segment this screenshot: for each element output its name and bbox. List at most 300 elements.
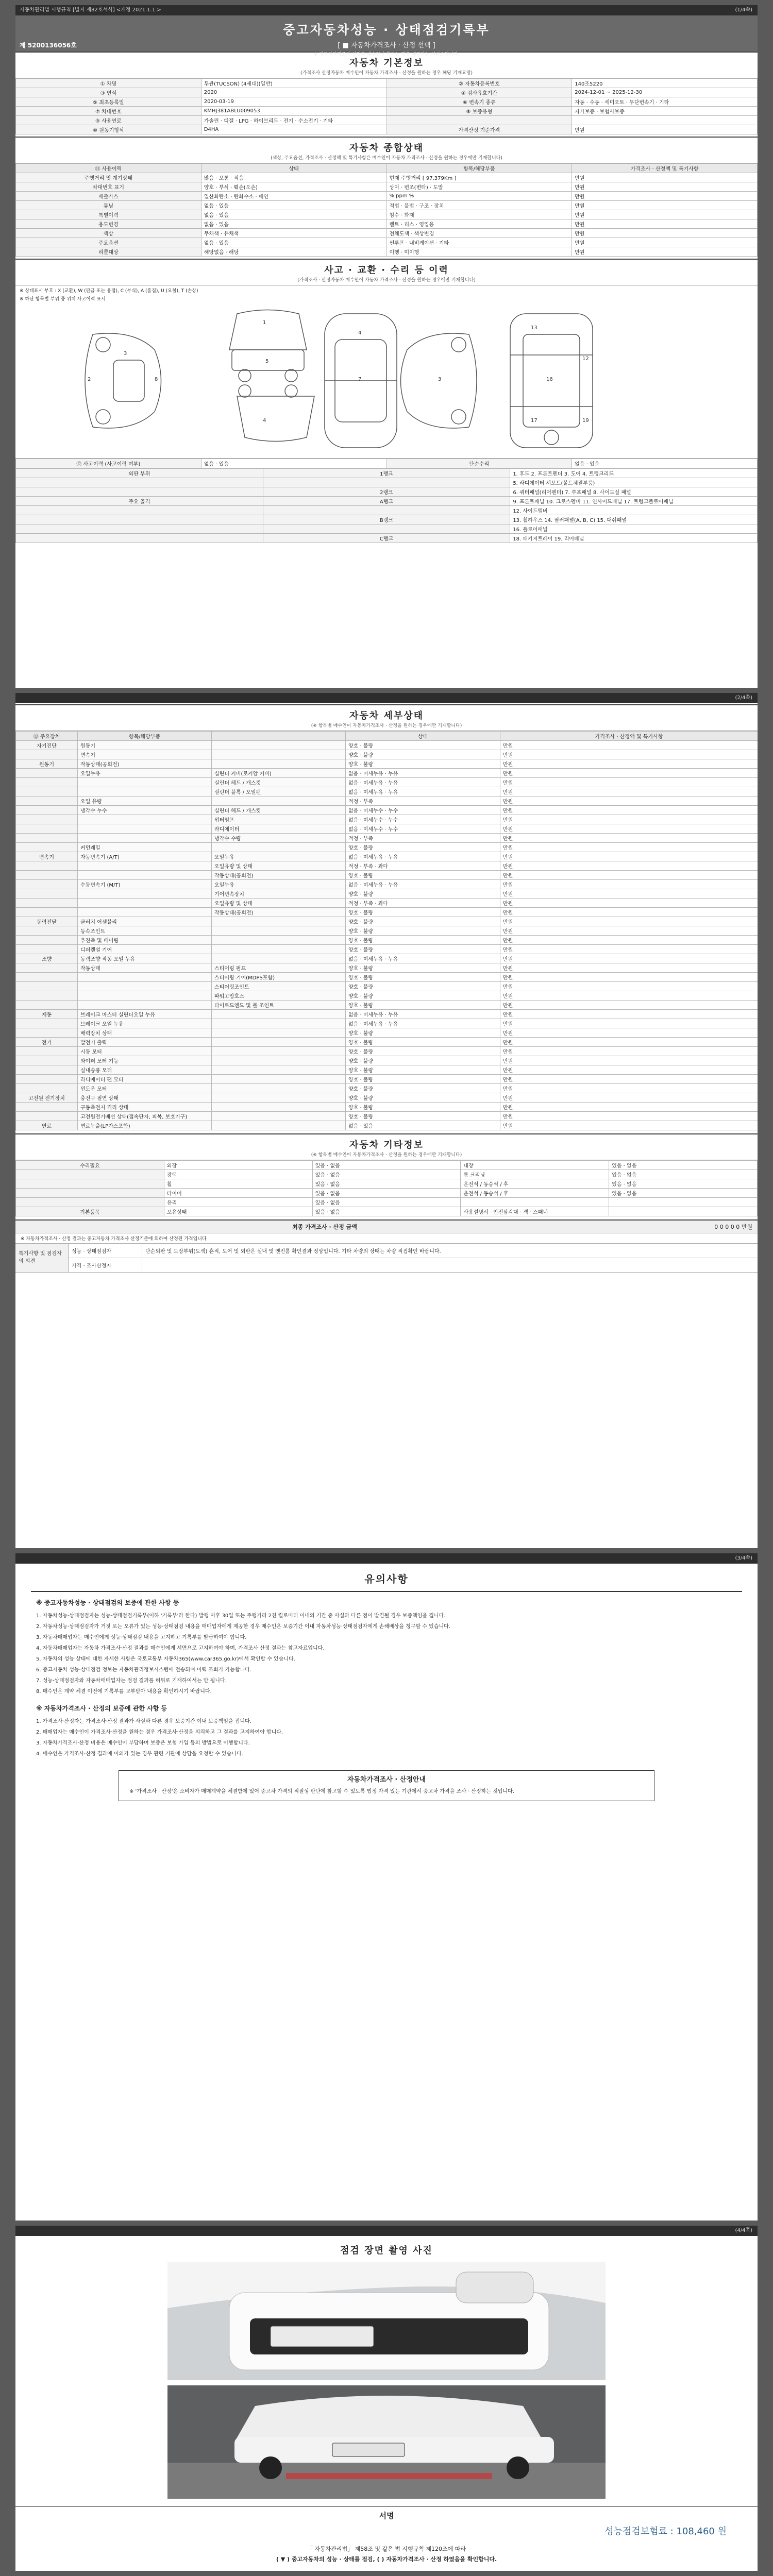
detail-item: 수동변속기 (M/T) [78, 880, 212, 889]
form-title: 중고자동차성능 · 상태점검기록부 [283, 23, 490, 37]
detail-part: 오일누유 [212, 880, 346, 889]
detail-status: 양호 · 불량 [346, 1028, 500, 1038]
detail-row [16, 769, 758, 778]
accident-part-row [16, 515, 758, 524]
detail-part [212, 796, 346, 806]
detail-system [16, 824, 78, 834]
detail-status: 양호 · 불량 [346, 1084, 500, 1093]
general-item-value: 썬루프 · 내비게이션 · 기타 [386, 238, 572, 247]
detail-section [15, 704, 758, 1130]
other-info-cell: 타이어 [164, 1189, 312, 1198]
detail-status: 적정 · 부족 [346, 796, 500, 806]
detail-row [16, 834, 758, 843]
detail-row [16, 1056, 758, 1065]
basic-info-label: ⑥ 변속기 종류 [386, 97, 572, 107]
accident-part-cell [16, 524, 263, 534]
detail-row [16, 861, 758, 871]
accident-part-cell [16, 534, 263, 543]
general-item-value: 만원 [572, 182, 758, 192]
detail-system [16, 815, 78, 824]
detail-row [16, 815, 758, 824]
basic-info-label: 가격산정 기준가격 [386, 125, 572, 134]
general-item-value: 없음 · 있음 [201, 201, 386, 210]
detail-item [78, 908, 212, 917]
detail-part: 작동상태(공회전) [212, 908, 346, 917]
detail-price: 만원 [500, 945, 758, 954]
detail-price: 만원 [500, 973, 758, 982]
detail-system [16, 1084, 78, 1093]
detail-part: 실린더 커버(로커암 커버) [212, 769, 346, 778]
other-info-cell: 유리 [164, 1198, 312, 1207]
detail-part [212, 936, 346, 945]
detail-part: 스티어링조인트 [212, 982, 346, 991]
detail-row [16, 1038, 758, 1047]
detail-price: 만원 [500, 834, 758, 843]
detail-row [16, 741, 758, 750]
other-info-cell: 있음 · 없음 [312, 1207, 461, 1216]
detail-status: 양호 · 불량 [346, 1038, 500, 1047]
form-law-ref: 자동차관리법 시행규칙 [별지 제82호서식] <개정 2021.1.1.> [20, 7, 161, 13]
accident-part-cell [263, 478, 510, 487]
general-row [16, 192, 758, 201]
detail-status: 없음 · 미세누수 · 누수 [346, 815, 500, 824]
detail-price: 만원 [500, 880, 758, 889]
general-item-value: 적법 · 불법 · 구조 · 장치 [386, 201, 572, 210]
detail-row [16, 1103, 758, 1112]
detail-item: 작동상태 [78, 963, 212, 973]
general-item-label: 주요옵션 [16, 238, 201, 247]
detail-price: 만원 [500, 1010, 758, 1019]
detail-system: 제동 [16, 1010, 78, 1019]
detail-system [16, 787, 78, 796]
detail-system [16, 1075, 78, 1084]
detail-price: 만원 [500, 954, 758, 963]
general-item-value: 이행 · 미이행 [386, 247, 572, 257]
detail-status-table [15, 731, 758, 1130]
detail-price: 만원 [500, 806, 758, 815]
detail-system [16, 1019, 78, 1028]
general-item-value: 전체도색 · 색상변경 [386, 229, 572, 238]
inspector-label: 성능 · 상태점검자 [69, 1244, 142, 1258]
detail-status: 양호 · 불량 [346, 889, 500, 899]
other-info-table [15, 1160, 758, 1216]
detail-item: 고전원전기배선 상태(접속단자, 피복, 보호기구) [78, 1112, 212, 1121]
accident-part-cell [16, 487, 263, 497]
detail-price: 만원 [500, 759, 758, 769]
general-row [16, 247, 758, 257]
detail-item: 냉각수 누수 [78, 806, 212, 815]
detail-price: 만원 [500, 926, 758, 936]
basic-info-value: 자동 · 수동 · 세미오토 · 무단변속기 · 기타 [572, 97, 758, 107]
detail-price: 만원 [500, 1001, 758, 1010]
detail-row [16, 1084, 758, 1093]
other-info-cell: 내장 [461, 1161, 609, 1170]
general-item-label: 색상 [16, 229, 201, 238]
detail-item: 자동변속기 (A/T) [78, 852, 212, 861]
guide-box [119, 1770, 654, 1801]
accident-parts-table [15, 468, 758, 543]
accident-part-cell: 12. 사이드멤버 [510, 506, 758, 515]
general-item-value: 무채색 · 유채색 [201, 229, 386, 238]
detail-item: 오일 유량 [78, 796, 212, 806]
detail-price: 만원 [500, 861, 758, 871]
detail-system [16, 843, 78, 852]
general-item-value: 만원 [572, 201, 758, 210]
detail-part: 실린더 헤드 / 개스킷 [212, 806, 346, 815]
general-header-cell: 가격조사 · 산정액 및 특기사항 [572, 164, 758, 173]
notice-body [15, 1599, 758, 1801]
notice-item: 2. 매매업자는 매수인이 가격조사·산정을 원하는 경우 가격조사·산정을 의뢰하고 그 결과를 고지하여야 합니다. [36, 1730, 283, 1735]
detail-status: 양호 · 불량 [346, 963, 500, 973]
detail-system [16, 871, 78, 880]
accident-part-cell [16, 506, 263, 515]
general-item-value: 일산화탄소 · 탄화수소 · 매연 [201, 192, 386, 201]
detail-system [16, 889, 78, 899]
accident-part-cell: A랭크 [263, 497, 510, 506]
other-info-section [15, 1133, 758, 1216]
detail-row [16, 982, 758, 991]
basic-info-table [15, 78, 758, 134]
other-info-cell: 운전석 / 동승석 / 후 [461, 1179, 609, 1189]
general-row [16, 201, 758, 210]
detail-system [16, 1001, 78, 1010]
detail-item [78, 861, 212, 871]
photo-section-title: 점검 장면 촬영 사진 [340, 2245, 433, 2256]
detail-status: 없음 · 미세누유 · 누유 [346, 852, 500, 861]
notice-item: 6. 중고자동차 성능·상태점검 정보는 자동차관리정보시스템에 전송되며 이력 조회가 가능합니다. [36, 1667, 252, 1673]
general-row [16, 173, 758, 182]
detail-item: 커먼레일 [78, 843, 212, 852]
accident-summary-table [15, 459, 758, 468]
other-info-title: 자동차 기타정보 [349, 1140, 424, 1150]
detail-system [16, 778, 78, 787]
detail-price: 만원 [500, 982, 758, 991]
final-price-amount: 0 0 0 0 0 만원 [714, 1224, 752, 1230]
detail-system [16, 899, 78, 908]
notice-heading-2: ※ 자동차가격조사 · 산정의 보증에 관한 사항 등 [36, 1705, 167, 1712]
detail-header-row [16, 732, 758, 741]
detail-status: 양호 · 불량 [346, 843, 500, 852]
basic-info-row [16, 79, 758, 88]
notice-item: 3. 자동차매매업자는 매수인에게 성능·상태점검 내용을 고지하고 기록부를 발급하여야 합니다. [36, 1635, 247, 1640]
svg-text:16: 16 [546, 377, 553, 382]
general-status-title: 자동차 종합상태 [349, 143, 424, 154]
other-info-cell: 외장 [164, 1161, 312, 1170]
detail-part: 실린더 블록 / 오일팬 [212, 787, 346, 796]
detail-part: 오일유량 및 상태 [212, 899, 346, 908]
detail-status: 양호 · 불량 [346, 1047, 500, 1056]
accident-legend: ※ 상태표시 부호 : X (교환), W (판금 또는 용접), C (부식), A (흠집), U (요철), T (손상) [20, 289, 198, 294]
general-row [16, 210, 758, 219]
basic-info-subtitle: (가격조사 산정자동차 매수인이 자동차 가격조사 · 산정을 원하는 경우 해당 기재요망) [15, 69, 758, 78]
detail-header-cell: 가격조사 · 산정액 및 특기사항 [500, 732, 758, 741]
other-info-cell: 휠 [164, 1179, 312, 1189]
detail-item [78, 899, 212, 908]
general-item-value: 상이 · 변조(변타) · 도말 [386, 182, 572, 192]
detail-price: 만원 [500, 871, 758, 880]
accident-part-cell: B랭크 [263, 515, 510, 524]
detail-status: 적정 · 부족 · 과다 [346, 861, 500, 871]
detail-part [212, 926, 346, 936]
detail-part [212, 954, 346, 963]
detail-system [16, 973, 78, 982]
inspection-photo-front [167, 2262, 606, 2380]
detail-price: 만원 [500, 778, 758, 787]
general-item-value: 없음 · 있음 [201, 238, 386, 247]
detail-part: 스티어링 펌프 [212, 963, 346, 973]
accident-part-cell: 9. 프론트패널 10. 크로스멤버 11. 인사이드패널 17. 트렁크플로어패널 [510, 497, 758, 506]
accident-title: 사고 · 교환 · 수리 등 이력 [324, 265, 449, 276]
other-info-row [16, 1189, 758, 1198]
detail-item [78, 889, 212, 899]
detail-item [78, 834, 212, 843]
detail-system [16, 1056, 78, 1065]
detail-item [78, 815, 212, 824]
detail-item [78, 824, 212, 834]
detail-status: 없음 · 미세누유 · 누유 [346, 769, 500, 778]
accident-subtitle: (가격조사 · 산정자동차 매수인이 자동차 가격조사 · 산정을 원하는 경우에만 기재합니다) [15, 276, 758, 285]
general-item-value: 만원 [572, 192, 758, 201]
other-info-cell: 광택 [164, 1170, 312, 1179]
basic-info-value: 가솔린 · 디젤 · LPG · 하이브리드 · 전기 · 수소전기 · 기타 [201, 116, 386, 125]
page-number-4: (4/4쪽) [735, 2228, 752, 2233]
svg-text:12: 12 [582, 356, 589, 362]
basic-info-section [15, 52, 758, 134]
basic-info-title: 자동차 기본정보 [349, 58, 424, 69]
general-item-value: 없음 · 있음 [201, 210, 386, 219]
general-item-label: 튜닝 [16, 201, 201, 210]
detail-system [16, 982, 78, 991]
form-note: ※ 자동차가격조사·산정은 매수인이 원하는 경우 제공하는 서비스입니다. [313, 52, 460, 57]
detail-system [16, 796, 78, 806]
detail-item: 시동 모터 [78, 1047, 212, 1056]
notice-item: 7. 성능·상태점검자와 자동차매매업자는 점검 결과를 허위로 기재하여서는 안 됩니다. [36, 1678, 227, 1684]
detail-system [16, 834, 78, 843]
accident-part-cell: 16. 플로어패널 [510, 524, 758, 534]
general-status-subtitle: (색상, 주요옵션, 가격조사 · 산정액 및 특기사항은 매수인이 자동차 가격조사 · 산정을 원하는 경우에만 기재합니다) [15, 154, 758, 163]
detail-system [16, 880, 78, 889]
inspector-opinion: 단순외판 및 도장부위(도색) 흔적, 도어 및 외판은 실내 및 엔진룸 확인결과 정상입니다. 기타 차량의 상태는 차량 직접확인 바랍니다. [145, 1249, 441, 1255]
detail-status: 양호 · 불량 [346, 1065, 500, 1075]
document-number: 제 5200136056호 [20, 42, 77, 49]
detail-row [16, 889, 758, 899]
detail-part [212, 1112, 346, 1121]
detail-price: 만원 [500, 908, 758, 917]
detail-status: 양호 · 불량 [346, 917, 500, 926]
detail-price: 만원 [500, 917, 758, 926]
other-info-cell: 있음 · 없음 [609, 1161, 758, 1170]
basic-info-value: 만원 [572, 125, 758, 134]
front-car-photo [167, 2262, 606, 2380]
general-header-cell: 상태 [201, 164, 386, 173]
general-header-cell: 항목/해당부품 [386, 164, 572, 173]
detail-row [16, 796, 758, 806]
accident-part-cell: C랭크 [263, 534, 510, 543]
detail-row [16, 973, 758, 982]
other-info-cell: 있음 · 없음 [312, 1179, 461, 1189]
detail-system: 자기진단 [16, 741, 78, 750]
accident-part-cell: 2랭크 [263, 487, 510, 497]
detail-item [78, 991, 212, 1001]
detail-status: 없음 · 미세누유 · 누유 [346, 954, 500, 963]
basic-info-label: ④ 검사유효기간 [386, 88, 572, 97]
general-item-label: 특별이력 [16, 210, 201, 219]
detail-price: 만원 [500, 1019, 758, 1028]
accident-part-row [16, 469, 758, 478]
other-info-cell [16, 1198, 164, 1207]
guide-box-title: 자동차가격조사 · 산정안내 [347, 1776, 426, 1784]
detail-row [16, 945, 758, 954]
basic-info-label: ⑦ 차대번호 [16, 107, 201, 116]
final-price-section [15, 1219, 758, 1273]
detail-status: 없음 · 미세누수 · 누수 [346, 824, 500, 834]
detail-part: 워터펌프 [212, 815, 346, 824]
notice-heading-1: ※ 중고자동차성능 · 상태점검의 보증에 관한 사항 등 [36, 1599, 179, 1606]
detail-row [16, 1001, 758, 1010]
detail-price: 만원 [500, 1112, 758, 1121]
svg-text:17: 17 [531, 418, 537, 423]
general-item-value: 침수 · 화재 [386, 210, 572, 219]
general-status-table [15, 163, 758, 257]
notice-item: 1. 자동차성능·상태점검자는 성능·상태점검기록부(이하 '기록부'라 한다) 발행 이후 30일 또는 주행거리 2천 킬로미터 이내의 기간 중 사실과 다른 점이 발견될 경우 보증책임을 집니다. [36, 1613, 446, 1619]
detail-price: 만원 [500, 1084, 758, 1093]
page-2 [15, 693, 758, 1548]
accident-note: ※ 하단 항목별 부위 중 위치 사고이력 표시 [20, 297, 106, 302]
basic-info-label: ⑧ 보증유형 [386, 107, 572, 116]
guide-box-text: ※ '가격조사 · 산정'은 소비자가 매매계약을 체결함에 있어 중고차 가격의 적절성 판단에 참고할 수 있도록 법정 자격 있는 기관에서 중고차 가격을 조사 · 산정하는 것입니다. [129, 1789, 514, 1794]
other-info-cell: 있음 · 없음 [312, 1161, 461, 1170]
detail-row [16, 963, 758, 973]
other-info-cell: 기본품목 [16, 1207, 164, 1216]
detail-part [212, 917, 346, 926]
basic-info-row [16, 88, 758, 97]
detail-part [212, 1065, 346, 1075]
detail-item: 디퍼렌셜 기어 [78, 945, 212, 954]
detail-status: 양호 · 불량 [346, 1103, 500, 1112]
detail-row [16, 806, 758, 815]
detail-price: 만원 [500, 796, 758, 806]
detail-part [212, 843, 346, 852]
accident-summary-row [16, 459, 758, 468]
accident-part-cell: 주요 골격 [16, 497, 263, 506]
form-strip-4 [15, 2226, 758, 2236]
detail-status: 양호 · 불량 [346, 908, 500, 917]
detail-system [16, 1103, 78, 1112]
detail-part [212, 1047, 346, 1056]
detail-system [16, 1065, 78, 1075]
basic-info-value: 투싼(TUCSON) (4세대)(일반) [201, 79, 386, 88]
detail-price: 만원 [500, 824, 758, 834]
detail-row [16, 1121, 758, 1130]
notice-item: 8. 매수인은 계약 체결 이전에 기록부를 교부받아 내용을 확인하시기 바랍니다. [36, 1689, 212, 1694]
accident-part-cell [16, 478, 263, 487]
page-number-2: (2/4쪽) [735, 695, 752, 701]
detail-price: 만원 [500, 1093, 758, 1103]
detail-row [16, 1093, 758, 1103]
accident-summary-cell: ⑫ 사고이력 (사고이력 여부) [16, 459, 201, 468]
special-notes-label: 특기사항 및 점검자의 의견 [15, 1244, 69, 1272]
accident-summary-cell: 없음 · 있음 [201, 459, 386, 468]
footer-confirm: ( ▼ ) 중고자동차의 성능 · 상태를 점검, ( ) 자동차가격조사 · 산정 하였음을 확인합니다. [276, 2556, 497, 2563]
detail-status: 양호 · 불량 [346, 1093, 500, 1103]
basic-info-value: 140조5220 [572, 79, 758, 88]
detail-status: 양호 · 불량 [346, 1001, 500, 1010]
other-info-cell: 보유상태 [164, 1207, 312, 1216]
detail-system [16, 769, 78, 778]
other-info-cell: 있음 · 없음 [312, 1198, 461, 1207]
general-item-value: 만원 [572, 229, 758, 238]
accident-part-row [16, 487, 758, 497]
footer-law: 「 자동차관리법」 제58조 및 같은 법 시행규칙 제120조에 따라 [307, 2546, 466, 2552]
detail-status: 없음 · 미세누수 · 누수 [346, 806, 500, 815]
detail-part [212, 1103, 346, 1112]
detail-item [78, 982, 212, 991]
detail-price: 만원 [500, 1121, 758, 1130]
general-status-section [15, 137, 758, 257]
detail-price: 만원 [500, 963, 758, 973]
lift-car-photo [167, 2385, 606, 2499]
detail-status: 적정 · 부족 · 과다 [346, 899, 500, 908]
accident-part-cell: 5. 라디에이터 서포트(볼트체결부품) [510, 478, 758, 487]
accident-part-cell [263, 524, 510, 534]
detail-item: 변속기 [78, 750, 212, 759]
detail-status: 없음 · 있음 [346, 1121, 500, 1130]
detail-part [212, 1084, 346, 1093]
detail-system [16, 991, 78, 1001]
detail-status: 양호 · 불량 [346, 750, 500, 759]
svg-text:19: 19 [582, 418, 589, 423]
detail-row [16, 1028, 758, 1038]
detail-row [16, 1019, 758, 1028]
detail-item: 윈도우 모터 [78, 1084, 212, 1093]
car-outline-diagram [15, 303, 758, 458]
detail-row [16, 917, 758, 926]
other-info-cell: 있음 · 없음 [312, 1189, 461, 1198]
notice-item: 1. 가격조사·산정자는 가격조사·산정 결과가 사실과 다른 경우 보증기간 이내 보증책임을 집니다. [36, 1719, 251, 1724]
detail-system [16, 1047, 78, 1056]
detail-status: 양호 · 불량 [346, 1112, 500, 1121]
detail-part: 오일유량 및 상태 [212, 861, 346, 871]
detail-system: 연료 [16, 1121, 78, 1130]
detail-part: 냉각수 수량 [212, 834, 346, 843]
basic-info-value: 2024-12-01 ~ 2025-12-30 [572, 88, 758, 97]
detail-part [212, 1028, 346, 1038]
detail-header-cell [212, 732, 346, 741]
accident-part-cell: 13. 휠하우스 14. 필러패널(A, B, C) 15. 대쉬패널 [510, 515, 758, 524]
accident-part-row [16, 497, 758, 506]
price-appraiser-label: 가격 · 조사산정자 [69, 1258, 142, 1272]
detail-price: 만원 [500, 1065, 758, 1075]
basic-info-value: 2020 [201, 88, 386, 97]
notice-item: 2. 자동차성능·상태점검자가 거짓 또는 오류가 있는 성능·상태점검 내용을 매매업자에게 제공한 경우 매수인은 보증기간 이내 자동차성능·상태점검자에게 손해배상을 청구할 수 있습니다. [36, 1624, 450, 1630]
general-row [16, 182, 758, 192]
basic-info-value: 자가보증 · 보험사보증 [572, 107, 758, 116]
detail-part [212, 1075, 346, 1084]
other-info-cell [16, 1189, 164, 1198]
other-info-cell [609, 1207, 758, 1216]
general-item-value: 만원 [572, 238, 758, 247]
detail-price: 만원 [500, 1075, 758, 1084]
detail-part: 작동상태(공회전) [212, 871, 346, 880]
detail-header-cell: 항목/해당부품 [78, 732, 212, 741]
detail-status: 없음 · 미세누유 · 누유 [346, 1010, 500, 1019]
svg-text:5: 5 [265, 359, 269, 364]
detail-part [212, 945, 346, 954]
detail-row [16, 1075, 758, 1084]
detail-item: 브레이크 마스터 실린더오일 누유 [78, 1010, 212, 1019]
general-item-value: 많음 · 보통 · 적음 [201, 173, 386, 182]
svg-text:1: 1 [263, 320, 266, 326]
